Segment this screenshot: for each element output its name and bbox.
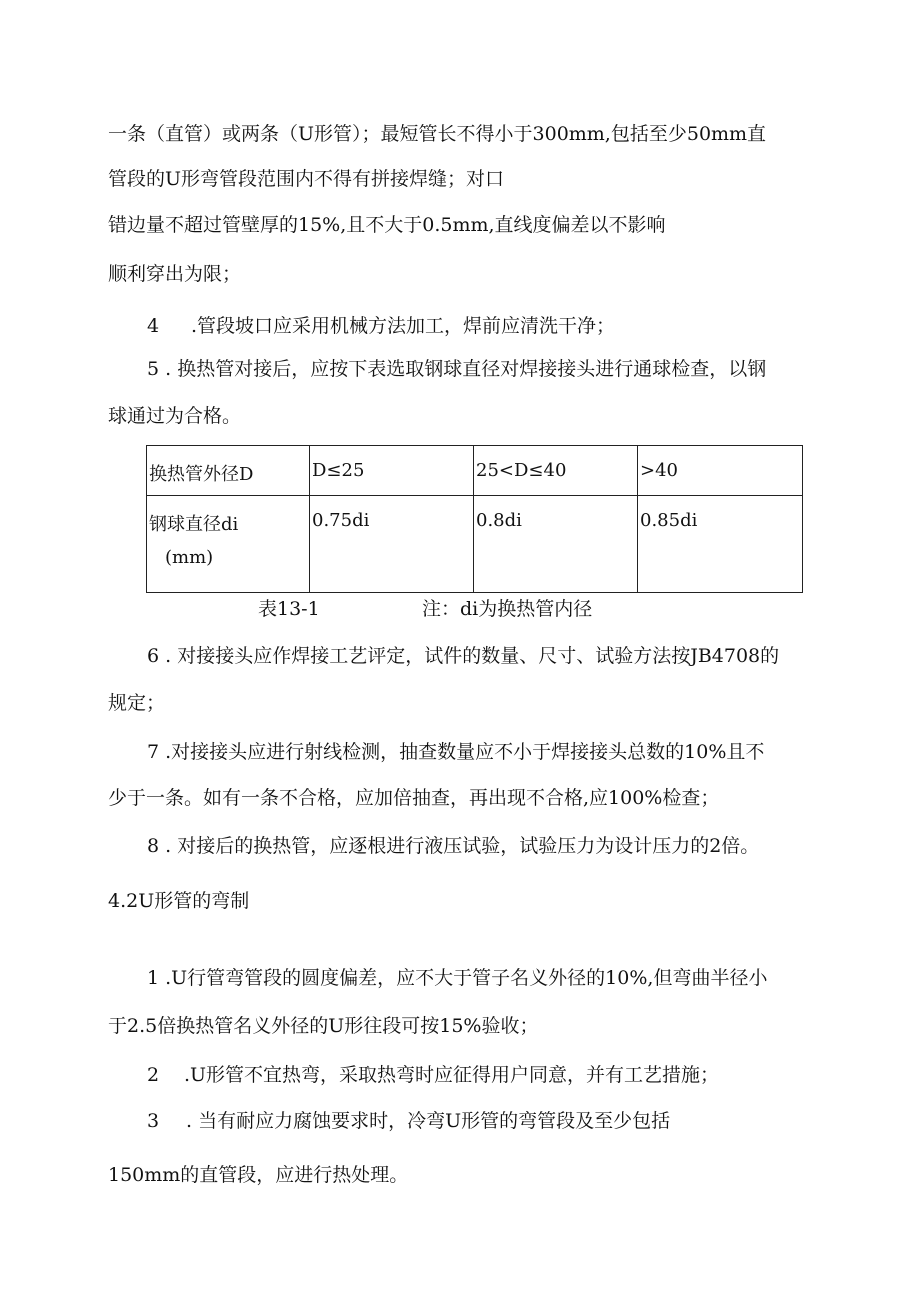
table-cell: 0.8di: [474, 496, 638, 593]
paragraph-line: 规定；: [108, 692, 166, 714]
table-cell: 0.75di: [310, 496, 474, 593]
table-cell: >40: [638, 446, 803, 496]
item-number: 2: [147, 1064, 160, 1086]
item-number: 3: [147, 1110, 160, 1132]
list-item-u3: [147, 1108, 670, 1134]
table-cell: D≤25: [310, 446, 474, 496]
paragraph-line: 于2.5倍换热管名义外径的U形往段可按15%验收；: [108, 1015, 539, 1037]
item-text: .管段坡口应采用机械方法加工，焊前应清洗干净；: [191, 315, 616, 337]
table-note: 注：di为换热管内径: [422, 598, 593, 620]
paragraph-line: 球通过为合格。: [108, 405, 242, 427]
item-text: . 当有耐应力腐蚀要求时，冷弯U形管的弯管段及至少包括: [186, 1110, 671, 1132]
paragraph-line: 管段的U形弯管段范围内不得有拼接焊缝；对口: [108, 168, 505, 190]
list-item-u1: 1 .U行管弯管段的圆度偏差，应不大于管子名义外径的10%,但弯曲半径小: [147, 967, 768, 989]
item-number: 4: [147, 315, 160, 337]
table-cell: 25<D≤40: [474, 446, 638, 496]
section-heading: 4.2U形管的弯制: [108, 890, 250, 912]
list-item-7: 7 .对接接头应进行射线检测，抽查数量应不小于焊接接头总数的10%且不: [147, 741, 765, 763]
paragraph-line: 错边量不超过管壁厚的15%,且不大于0.5mm,直线度偏差以不影响: [108, 214, 666, 236]
list-item-4: [147, 313, 615, 339]
list-item-8: 8 . 对接后的换热管，应逐根进行液压试验，试验压力为设计压力的2倍。: [147, 835, 760, 857]
list-item-5: 5 . 换热管对接后，应按下表选取钢球直径对焊接接头进行通球检查，以钢: [147, 358, 767, 380]
list-item-6: 6 . 对接接头应作焊接工艺评定，试件的数量、尺寸、试验方法按JB4708的: [147, 645, 780, 667]
paragraph-line: 一条（直管）或两条（U形管）；最短管长不得小于300mm,包括至少50mm直: [108, 123, 767, 145]
table-cell: 钢球直径di (mm): [147, 496, 310, 593]
table-row: [147, 496, 803, 593]
item-text: .U形管不宜热弯，采取热弯时应征得用户同意，并有工艺措施；: [184, 1064, 720, 1086]
steel-ball-table: [146, 445, 803, 593]
paragraph-line: 少于一条。如有一条不合格，应加倍抽查，再出现不合格,应100%检查；: [108, 787, 720, 809]
paragraph-line: 顺利穿出为限；: [108, 263, 242, 285]
list-item-u2: [147, 1062, 719, 1088]
table-cell: 换热管外径D: [147, 446, 310, 496]
paragraph-line: 150mm的直管段，应进行热处理。: [108, 1164, 409, 1186]
table-row: [147, 446, 803, 496]
table-cell: 0.85di: [638, 496, 803, 593]
table-caption: 表13-1: [258, 598, 320, 620]
